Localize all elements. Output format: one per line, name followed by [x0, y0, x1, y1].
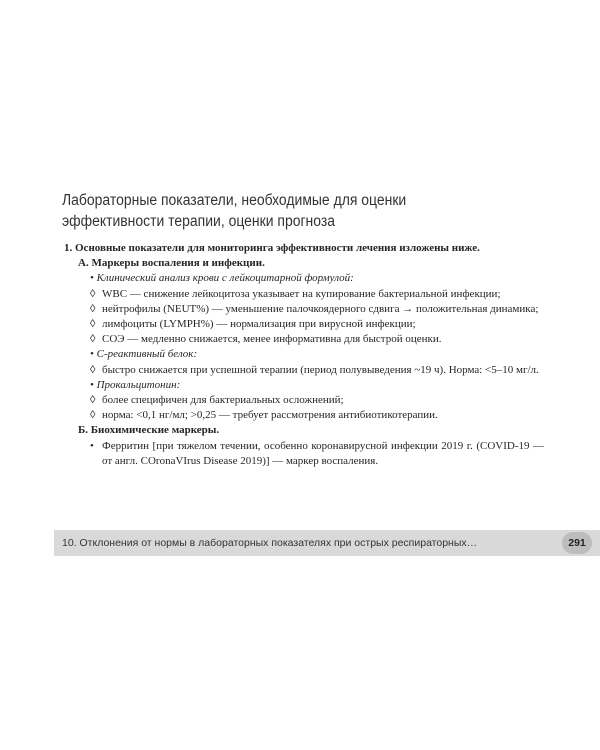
diamond-bullet-icon: ◊ [90, 302, 96, 315]
list-item: ◊ нейтрофилы (NEUT%) — уменьшение палочкоядерного сдвига → положительная динамика; [64, 302, 544, 317]
list-item: ◊ СОЭ — медленно снижается, менее информативна для быстрой оценки. [64, 332, 544, 347]
list-title: 1. Основные показатели для мониторинга эффективности лечения изложены ниже. [64, 242, 480, 254]
list-item: ◊ норма: <0,1 нг/мл; >0,25 — требует рассмотрения антибиотикотерапии. [64, 408, 544, 423]
page-footer [54, 530, 600, 556]
diamond-bullet-icon: ◊ [90, 363, 96, 376]
bullet-procalcitonin: • Прокальцитонин: [90, 378, 181, 391]
section-a-heading: А. Маркеры воспаления и инфекции. [78, 257, 265, 270]
running-footer-title: 10. Отклонения от нормы в лабораторных показателях при острых респираторных… [62, 537, 478, 549]
list-item: ◊ WBC — снижение лейкоцитоза указывает на купирование бактериальной инфекции; [64, 287, 544, 302]
bullet-blood-analysis: • Клинический анализ крови с лейкоцитарной формулой: [90, 272, 354, 285]
section-heading: Лабораторные показатели, необходимые для оценки эффективности терапии, оценки прогноза [62, 192, 407, 230]
dot-bullet-icon: • [90, 378, 97, 391]
section-b-heading: Б. Биохимические маркеры. [78, 424, 220, 437]
diamond-bullet-icon: ◊ [90, 333, 96, 346]
diamond-bullet-icon: ◊ [90, 394, 96, 407]
list-item: ◊ быстро снижается при успешной терапии (период полувыведения ~19 ч). Норма: <5–10 мг/л. [64, 363, 544, 378]
diamond-bullet-icon: ◊ [90, 287, 96, 300]
page-number: 291 [562, 532, 592, 554]
bullet-crp: • С-реактивный белок: [90, 348, 198, 361]
bullet-ferritin: • Ферритин [при тяжелом течении, особенно коронавирусной инфекции 2019 г. (COVID-19 — от англ. COronaVIrus Disease 2019)] — маркер воспаления. [90, 439, 544, 467]
list-item: ◊ более специфичен для бактериальных осложнений; [64, 393, 544, 408]
diamond-bullet-icon: ◊ [90, 409, 96, 422]
list-item: ◊ лимфоциты (LYMPH%) — нормализация при вирусной инфекции; [64, 317, 544, 332]
dot-bullet-icon: • [90, 272, 97, 285]
dot-bullet-icon: • [90, 439, 94, 452]
document-body [64, 241, 544, 469]
diamond-bullet-icon: ◊ [90, 318, 96, 331]
dot-bullet-icon: • [90, 348, 97, 361]
